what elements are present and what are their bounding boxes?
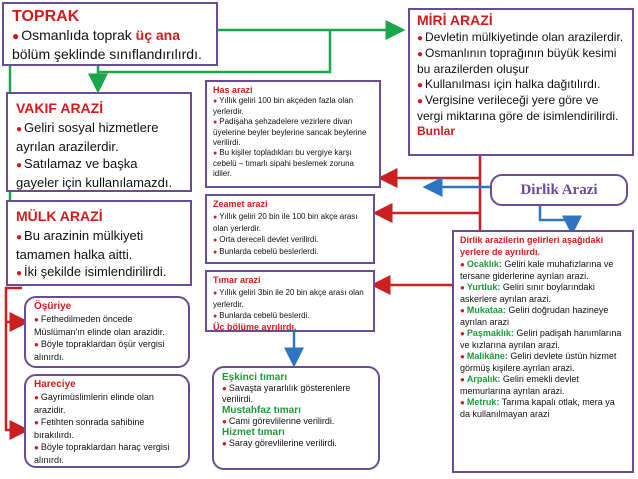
bullet-icon: ● [16,268,23,279]
zeamet-arazi-box [205,194,375,264]
dirlik-gelirleri-title: Dirlik arazilerin gelirleri aşağıdaki yerlere de ayrılırdı. [460,235,604,257]
hareciye-title: Hareciye [34,379,76,390]
bullet-icon: ● [213,237,218,244]
vakif-arazi-box [6,92,192,192]
miri-footer: Bunlar [417,124,456,138]
dirlik-gelirleri-box [452,230,634,473]
bullet-icon: ● [213,150,218,157]
dirlik-gelir-item: ● Arpalık: Geliri emekli devlet memurlarına ayrılan arazi. [460,374,579,396]
bullet-icon: ● [34,393,39,402]
bullet-icon: ● [460,306,465,315]
mulk-arazi-box [6,200,192,286]
hizmet-title: Hizmet tımarı [222,427,285,438]
osuriye-title: Öşüriye [34,301,72,312]
bullet-icon: ● [417,49,424,60]
bullet-icon: ● [34,340,39,349]
dirlik-gelir-item: ● Paşmaklık: Geliri padişah hanımlarına ve kızlarına ayrılan arazi. [460,328,622,350]
bullet-icon: ● [222,384,227,393]
mustahfaz-text: ● Cami görevlilerine verilirdi. [222,416,335,426]
miri-title: MİRİ ARAZİ [417,12,493,28]
hareciye-item: ● Böyle topraklardan haraç vergisi alınırdı. [34,442,170,465]
vakif-item: ● Satılamaz ve başka gayeler için kullanılamazdı. [16,156,173,190]
miri-item: ● Devletin mülkiyetinde olan arazilerdir. [417,30,624,44]
bullet-icon: ● [222,417,227,426]
zeamet-item: ● Yıllık geliri 20 bin ile 100 bin akçe arası olan yerlerdir. [213,212,358,233]
bullet-icon: ● [417,33,424,44]
vakif-item: ● Geliri sosyal hizmetlere ayrılan arazilerdir. [16,120,159,154]
toprak-text-post: bölüm şeklinde sınıflandırılırdı. [12,46,202,62]
has-title: Has arazi [213,85,253,95]
osuriye-box [24,296,190,368]
bullet-icon: ● [213,290,218,297]
hareciye-item: ● Gayrimüslimlerin elinde olan arazidir. [34,392,154,415]
bullet-icon: ● [12,29,20,43]
dirlik-gelir-item: ● Mukataa: Geliri doğrudan hazineye ayrılan arazi [460,305,609,327]
bullet-icon: ● [460,375,465,384]
bullet-icon: ● [16,232,23,243]
hareciye-box [24,374,190,468]
toprak-text [12,26,208,63]
mustahfaz-title: Mustahfaz tımarı [222,405,301,416]
hizmet-text: ● Saray görevlilerine verilirdi. [222,438,337,448]
bullet-icon: ● [213,313,218,320]
timar-item: ● Bunlarda cebelü beslerdi. [213,311,310,320]
bullet-icon: ● [460,398,465,407]
miri-arazi-box [408,8,634,156]
bullet-icon: ● [213,249,218,256]
bullet-icon: ● [417,96,424,107]
miri-item: ● Vergisine verileceği yere göre ve vergi miktarına göre de isimlendirilirdi. [417,93,619,123]
bullet-icon: ● [16,160,23,171]
miri-item: ● Kullanılması için halka dağıtılırdı. [417,77,601,91]
timar-title: Tımar arazi [213,275,261,285]
zeamet-item: ● Bunlarda cebelü beslerlerdi. [213,247,319,256]
osuriye-item: ● Böyle topraklardan öşür vergisi alınırdı. [34,339,165,362]
bullet-icon: ● [34,315,39,324]
has-arazi-box [205,80,381,188]
toprak-text-pre: Osmanlıda toprak [21,27,136,43]
dirlik-arazi-box [490,174,628,206]
bullet-icon: ● [460,283,465,292]
eskinci-text: ● Savaşta yararlılık gösterenlere verilirdi. [222,383,351,404]
bullet-icon: ● [34,418,39,427]
timar-item: ● Yıllık geliri 3bin ile 20 bin akçe arası olan yerlerdir. [213,288,364,309]
bullet-icon: ● [213,214,218,221]
bullet-icon: ● [213,119,218,126]
miri-item: ● Osmanlının toprağının büyük kesimi bu arazilerden oluşur [417,46,617,76]
eskinci-title: Eşkinci tımarı [222,372,288,383]
hareciye-item: ● Fetihten sonrada sahibine bırakılırdı. [34,417,145,440]
dirlik-gelir-item: ● Malikâne: Geliri devlete üstün hizmet görmüş kişilere ayrılan arazi. [460,351,617,373]
has-item: ● Yıllık geliri 100 bin akçeden fazla olan yerlerdir. [213,96,354,116]
dirlik-gelir-item: ● Ocaklık: Geliri kale muhafızlarına ve tersane giderlerine ayrılan arazi. [460,259,614,281]
has-item: ● Padişaha şehzadelere vezirlere divan üyelerine beyler beylerine sancak beylerine verilirdi. [213,117,367,147]
osuriye-item: ● Fethedilmeden öncede Müslüman'ın elinde olan arazidir. [34,314,165,337]
timar-footer: Üç bölüme ayrılırdı. [213,322,297,332]
zeamet-title: Zeamet arazi [213,199,268,209]
toprak-text-highlight: üç ana [135,27,180,43]
bullet-icon: ● [460,260,465,269]
timar-types-box [212,366,380,470]
zeamet-item: ● Orta dereceli devlet verilirdi. [213,235,319,244]
dirlik-gelir-item: ● Metruk: Tarıma kapalı otlak, mera ya da kullanılmayan arazi [460,397,615,419]
dirlik-gelir-item: ● Yurtluk: Geliri sınır boylarındaki askerlere ayrılan arazi. [460,282,595,304]
toprak-box [2,2,218,66]
vakif-title: VAKIF ARAZİ [16,100,104,116]
bullet-icon: ● [417,80,424,91]
bullet-icon: ● [34,443,39,452]
toprak-title: TOPRAK [12,8,80,25]
mulk-item: ● Bu arazinin mülkiyeti tamamen halka aitti. [16,228,144,262]
bullet-icon: ● [460,352,465,361]
bullet-icon: ● [222,439,227,448]
mulk-title: MÜLK ARAZİ [16,208,103,224]
has-item: ● Bu kişiler topladıkları bu vergiye karşı cebelü – tımarlı sipahi beslemek zoruna idiler. [213,148,354,178]
timar-arazi-box [205,270,375,332]
bullet-icon: ● [213,98,218,105]
bullet-icon: ● [16,124,23,135]
dirlik-title: Dirlik Arazi [520,182,598,198]
mulk-item: ● İki şekilde isimlendirilirdi. [16,264,167,279]
bullet-icon: ● [460,329,465,338]
